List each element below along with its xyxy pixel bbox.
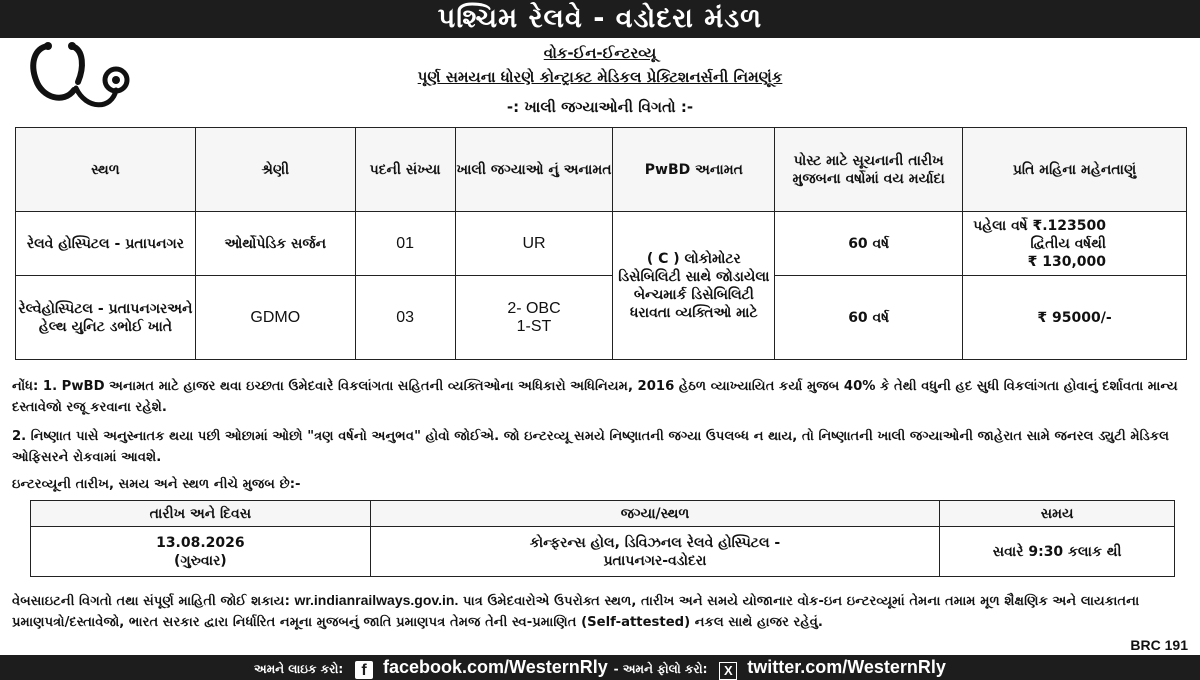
salary-second-year-label: દ્વિતીય વર્ષથી (1030, 235, 1106, 252)
follow-label: - અમને ફોલો કરો: (613, 662, 708, 676)
cell-category: GDMO (195, 276, 355, 360)
header-age-limit: પોસ્ટ માટે સૂચનાની તારીખ મુજબના વર્ષોમાં વય મર્યાદા (775, 128, 963, 212)
cell-reservation (455, 276, 613, 360)
interview-header-row (31, 501, 1175, 527)
walk-in-title: વોક-ઈન-ઈન્ટરવ્યૂ (543, 44, 657, 62)
table-row (16, 276, 1187, 360)
cell-place: રેલ્વેહોસ્પિટલ - પ્રતાપનગરઅને હેલ્થ યુનિટ ડભોઈ ખાતે (16, 276, 196, 360)
reservation-st: 1-ST (516, 317, 552, 335)
cell-age-limit: 60 વર્ષ (775, 276, 963, 360)
cell-place: રેલવે હોસ્પિટલ - પ્રતાપનગર (16, 212, 196, 276)
cell-date (31, 527, 371, 577)
cell-posts: 01 (355, 212, 455, 276)
interview-intro: ઇન્ટરવ્યૂની તારીખ, સમય અને સ્થળ નીચે મુજબ છે:- (12, 477, 301, 492)
twitter-link[interactable]: twitter.com/WesternRly (747, 657, 946, 677)
vacancy-details-heading: -: ખાલી જગ્યાઓની વિગતો :- (506, 98, 694, 116)
salary-first-year: પહેલા વર્ષે ₹.123500 (973, 217, 1106, 234)
header-pwbd: PwBD અનામત (613, 128, 775, 212)
salary-second-year-amount: ₹ 130,000 (1027, 253, 1106, 270)
x-twitter-icon: X (719, 662, 737, 680)
header-venue: જગ્યા/સ્થળ (370, 501, 939, 527)
venue-line-2: પ્રતાપનગર-વડોદરા (603, 552, 707, 569)
interview-table (30, 500, 1175, 577)
cell-pwbd: ( C ) લોકોમોટર ડિસેબિલિટી સાથે જોડાયેલા બેન્ચમાર્ક ડિસેબિલિટી ધરાવતા વ્યક્તિઓ માટે (613, 212, 775, 360)
cell-posts: 03 (355, 276, 455, 360)
recruitment-subtitle: પૂર્ણ સમયના ધોરણે કોન્ટ્રાક્ટ મેડિકલ પ્રેક્ટિશનર્સની નિમણૂંક (417, 68, 783, 86)
header-category: શ્રેણી (195, 128, 355, 212)
vacancy-header-row (16, 128, 1187, 212)
cell-salary (963, 212, 1187, 276)
notice-code: BRC 191 (1130, 637, 1188, 653)
cell-salary: ₹ 95000/- (963, 276, 1187, 360)
note-specialist: 2. નિષ્ણાત પાસે અનુસ્નાતક થયા પછી ઓછામાં ઓછો "ત્રણ વર્ષનો અનુભવ" હોવો જોઈએ. જો ઇન્ટરવ્યૂ સમયે નિષ્ણાતની જગ્યા ઉપલબ્ધ ન થાય, તો નિષ્ણાતની ખાલી જગ્યાઓની જાહેરાત સામે જનરલ ડ્યુટી મેડિકલ ઓફિસરને રોકવામાં આવશે. (12, 429, 1170, 465)
social-footer (0, 655, 1200, 680)
website-link[interactable]: wr.indianrailways.gov.in. (294, 592, 459, 608)
facebook-icon: f (355, 661, 373, 679)
table-row (31, 527, 1175, 577)
cell-category: ઓર્થોપેડિક સર્જન (195, 212, 355, 276)
reservation-obc: 2- OBC (507, 299, 561, 317)
header-salary: પ્રતિ મહિના મહેનતાણું (963, 128, 1187, 212)
page-banner: પશ્ચિમ રેલવે - વડોદરા મંડળ (0, 0, 1200, 38)
website-paragraph (12, 590, 1192, 633)
like-label: અમને લાઇક કરો: (254, 662, 344, 676)
cell-age-limit: 60 વર્ષ (775, 212, 963, 276)
venue-line-1: કોન્ફરન્સ હોલ, ડિવિઝનલ રેલવે હોસ્પિટલ - (529, 534, 781, 551)
website-label: વેબસાઇટની વિગતો તથા સંપૂર્ણ માહિતી જોઈ શકાય: (12, 594, 290, 609)
cell-time: સવારે 9:30 કલાક થી (940, 527, 1175, 577)
interview-day: (ગુરુવાર) (174, 552, 227, 569)
website-instructions: પાત્ર ઉમેદવારોએ ઉપરોક્ત સ્થળ, તારીખ અને સમયે યોજાનાર વોક-ઇન ઇન્ટરવ્યૂમાં તેમના તમામ મૂળ શૈક્ષણિક અને લાયકાતના પ્રમાણપત્રો/દસ્તાવેજો, ભારત સરકાર દ્વારા નિર્ધારિત નમૂના મુજબનું જાતિ પ્રમાણપત્ર તેમજ તેની સ્વ-પ્રમાણિત (Self-attested) નકલ સાથે હાજર રહેવું. (12, 594, 1140, 630)
cell-venue (370, 527, 939, 577)
header-time: સમય (940, 501, 1175, 527)
cell-reservation: UR (455, 212, 613, 276)
header-reservation: ખાલી જગ્યાઓ નું અનામત (455, 128, 613, 212)
table-row (16, 212, 1187, 276)
vacancy-table (15, 127, 1187, 360)
header-date: તારીખ અને દિવસ (31, 501, 371, 527)
facebook-link[interactable]: facebook.com/WesternRly (383, 657, 608, 677)
interview-date: 13.08.2026 (156, 534, 245, 551)
note-pwbd: નોંધ: 1. PwBD અનામત માટે હાજર થવા ઇચ્છતા ઉમેદવારે વિકલાંગતા સહિતની વ્યક્તિઓના અધિકારો અધિનિયમ, 2016 હેઠળ વ્યાખ્યાયિત કર્યા મુજબ 40% કે તેથી વધુની હદ સુધી વિકલાંગતા હોવાનું દર્શાવતા માન્ય દસ્તાવેજો રજૂ કરવાના રહેશે. (12, 379, 1178, 415)
header-posts: પદની સંખ્યા (355, 128, 455, 212)
header-place: સ્થળ (16, 128, 196, 212)
